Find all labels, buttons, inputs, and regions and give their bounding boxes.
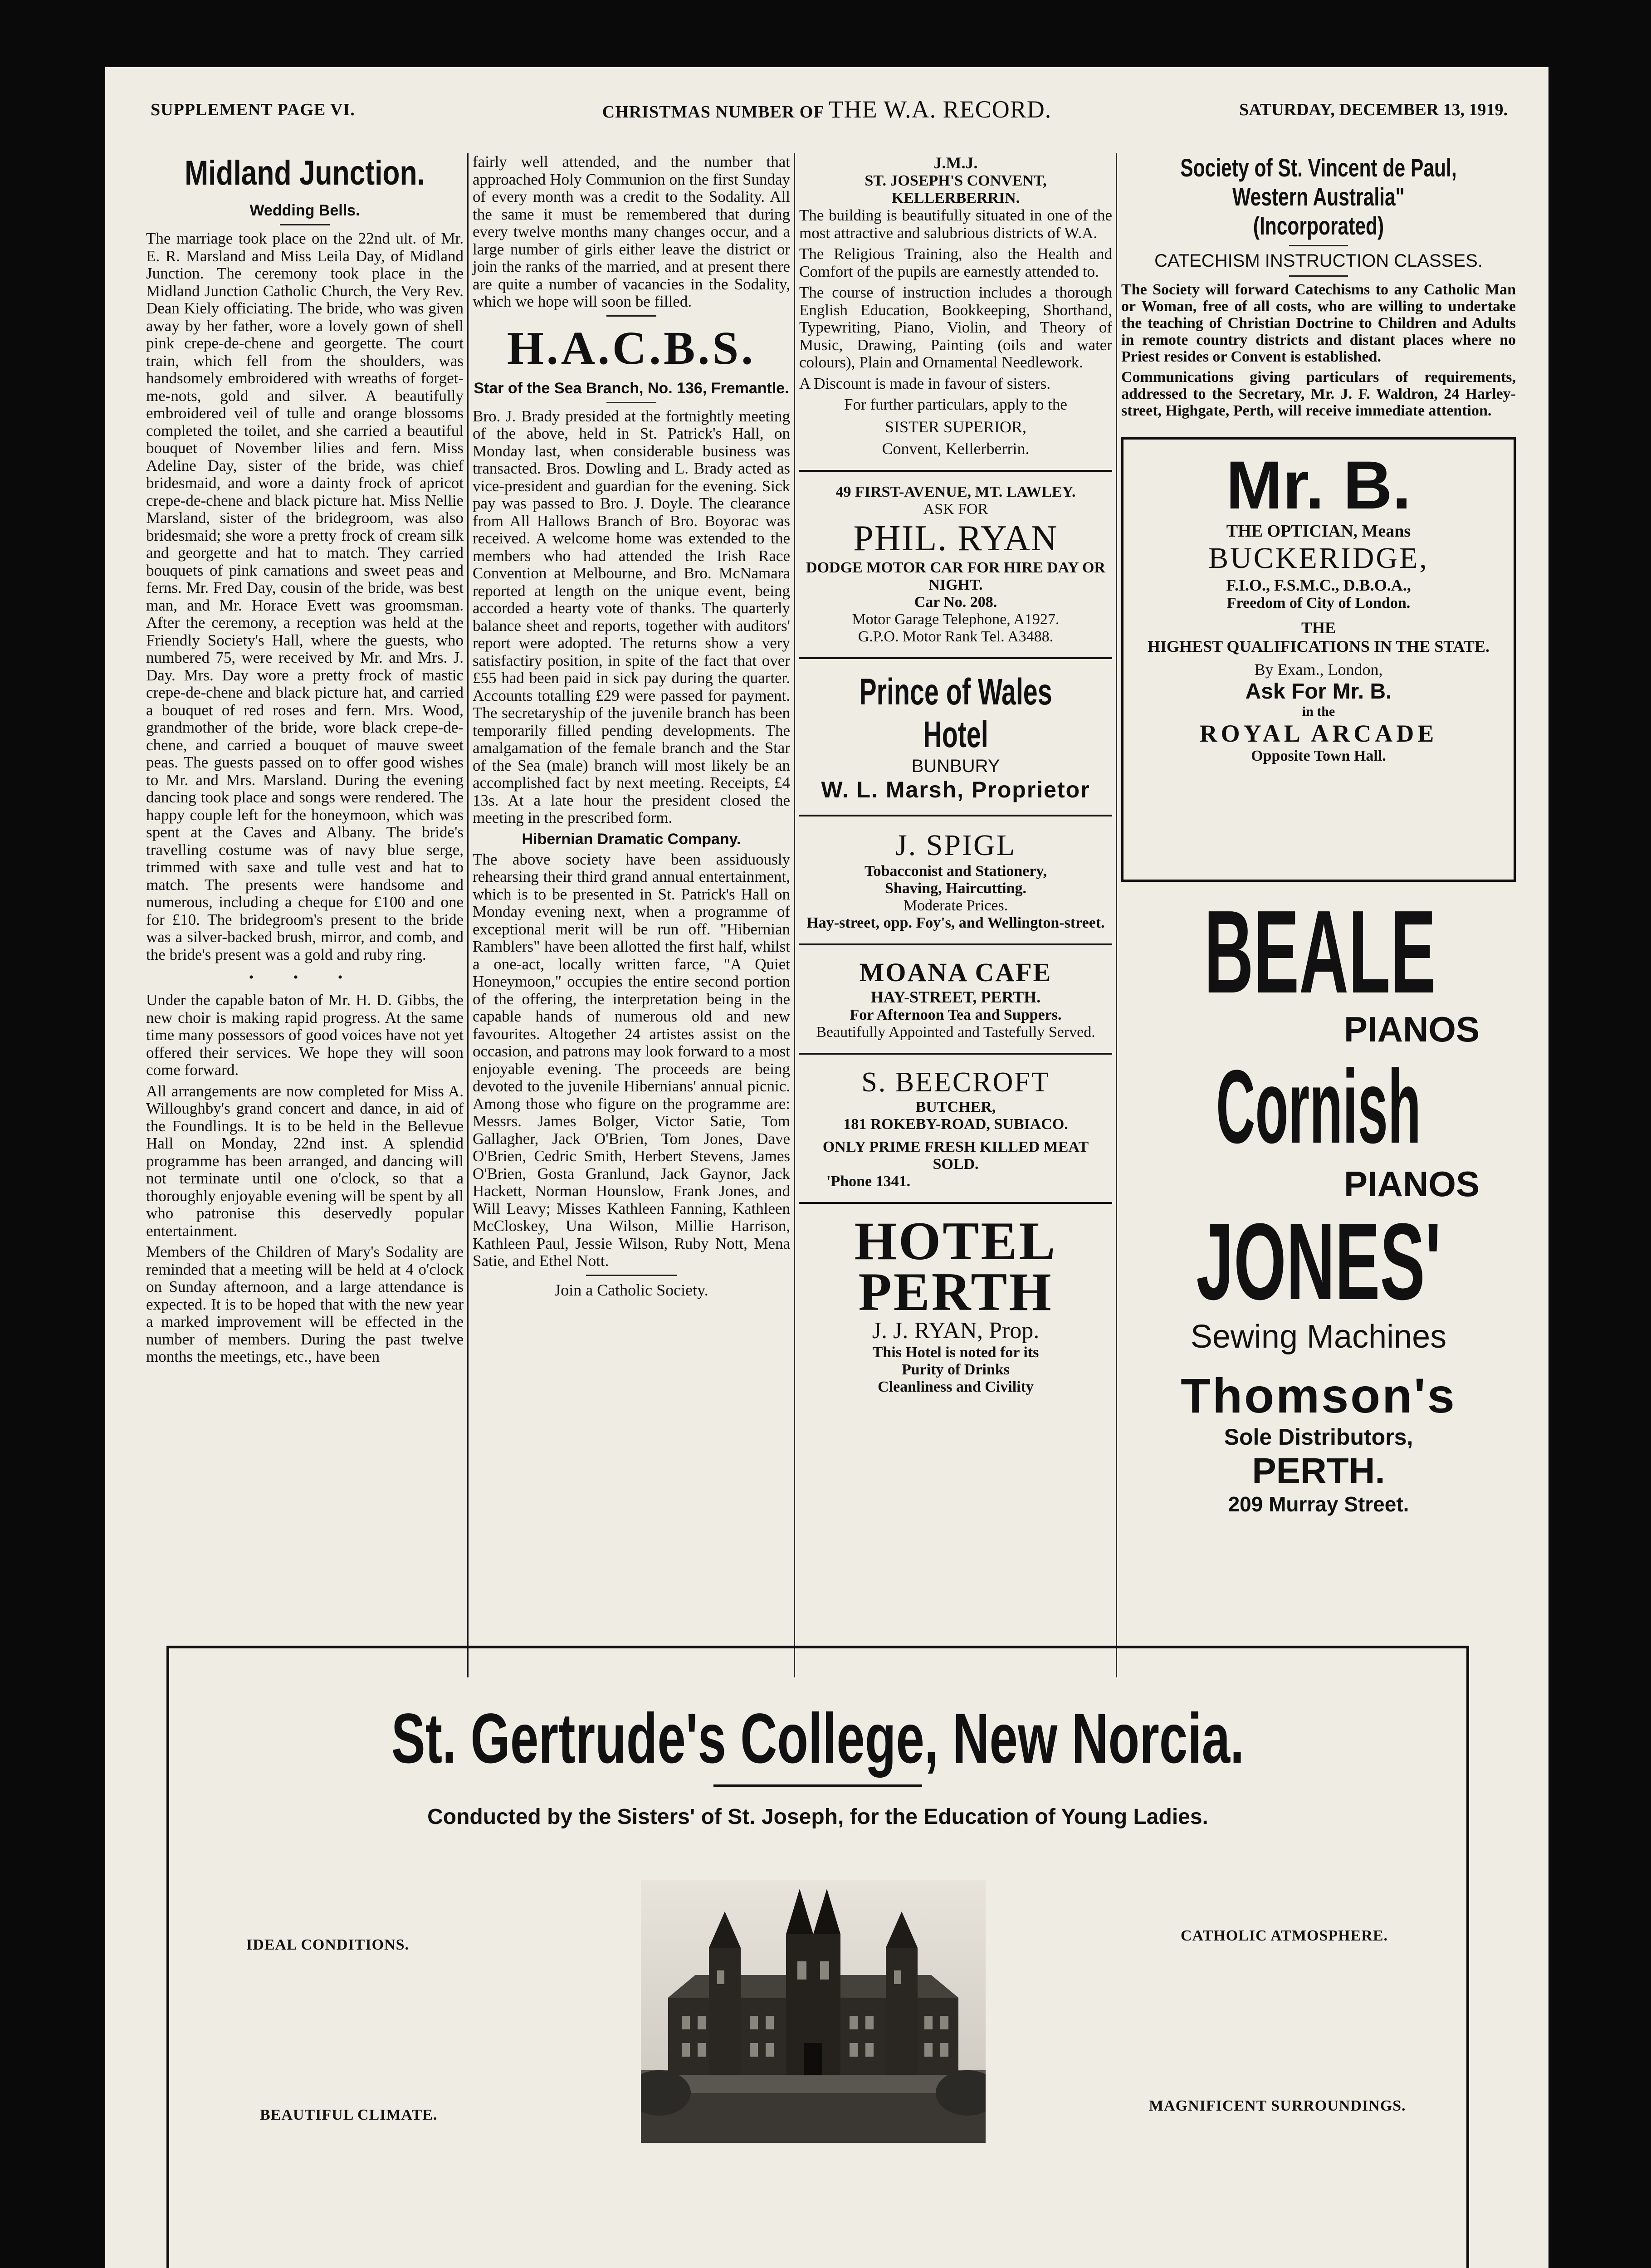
moana-line: Beautifully Appointed and Tastefully Served.: [816, 1023, 1095, 1041]
jmj-heading: J.M.J.: [933, 154, 978, 172]
mrb-line: THE OPTICIAN, Means: [1226, 522, 1411, 541]
section-ornament: • • •: [249, 970, 361, 985]
spigl-line: Shaving, Haircutting.: [884, 880, 1027, 897]
ad-separator: [799, 1202, 1112, 1204]
short-rule: [1289, 275, 1348, 277]
tag-catholic-atmosphere: CATHOLIC ATMOSPHERE.: [1181, 1927, 1388, 1944]
short-rule: [606, 315, 656, 317]
beecroft-line: ONLY PRIME FRESH KILLED MEAT SOLD.: [822, 1138, 1089, 1173]
thomsons-name: Thomson's: [1181, 1368, 1456, 1423]
ad-separator: [799, 815, 1112, 816]
hotel-perth-name: HOTEL: [854, 1210, 1057, 1271]
hotel-perth-line: This Hotel is noted for its: [872, 1344, 1039, 1361]
moana-address: HAY-STREET, PERTH.: [870, 987, 1041, 1006]
sole-distributors: Sole Distributors,: [1224, 1424, 1413, 1450]
newspaper-page: [105, 67, 1548, 2268]
mrb-line: By Exam., London,: [1254, 660, 1383, 679]
article-paragraph: Under the capable baton of Mr. H. D. Gibbs, the new choir is making rapid progress. At the same time many possessors of good voices have not yet offered their services. We hope they will soon come forward.: [146, 991, 464, 1079]
ad-separator: [799, 1053, 1112, 1055]
article-paragraph: The above society have been assiduously rehearsing their third grand annual entertainment, which is to be presented in St. Patrick's Hall on Monday evening next, when a programme of exceptional merit will be run off. "Hibernian Ramblers" have been allotted the first half, whilst a one-act, locally written farce, "A Quiet Honeymoon," occupies the entire second portion of the offering, the interpretation being in the capable hands of numerous old and new favourites. Altogether 24 artistes assist on the occasion, and patrons may look forward to a most enjoyable evening. The proceeds are being devoted to the juvenile Hibernians' annual picnic. Among those who figure on the programme are: Messrs. James Bolger, Victor Satie, Tom Gallagher, Jack O'Brien, Tom Jones, Dave O'Brien, Cedric Smith, Herbert Stevens, James O'Brien, Gosta Granlund, Jack Gaynor, Jack Hackett, Norman Hounslow, Frank Jones, and Will Leavy; Misses Kathleen Fanning, Kathleen McCloskey, Una Wilson, Millie Harrison, Kathleen Paul, Jessie Wilson, Ruby Nott, Mena Satie, and Ethel Nott.: [473, 850, 790, 1270]
short-rule: [280, 224, 330, 225]
mrb-name: Mr. B.: [1226, 447, 1412, 523]
short-rule: [606, 402, 656, 403]
moana-line: For Afternoon Tea and Suppers.: [850, 1006, 1062, 1023]
hotel-perth-name: PERTH: [858, 1261, 1053, 1322]
convent-location: Convent, Kellerberrin.: [882, 439, 1030, 458]
ryan-address: 49 FIRST-AVENUE, MT. LAWLEY.: [835, 483, 1076, 500]
mrb-buckeridge: BUCKERIDGE,: [1208, 542, 1429, 575]
svdp-title: Society of St. Vincent de Paul, Western Australia" (Incorporated): [1180, 153, 1457, 240]
issue-date: SATURDAY, DECEMBER 13, 1919.: [1239, 100, 1508, 119]
title-rule: [713, 1784, 922, 1787]
page-header: [105, 95, 1548, 132]
mrb-line: THE: [1301, 619, 1336, 637]
pianos-label: PIANOS: [1343, 1009, 1480, 1049]
sewing-machines: Sewing Machines: [1190, 1319, 1447, 1355]
mrb-line: HIGHEST QUALIFICATIONS IN THE STATE.: [1148, 637, 1490, 655]
mrb-line: F.I.O., F.S.M.C., D.B.O.A.,: [1226, 576, 1411, 594]
mrb-line: Ask For Mr. B.: [1245, 679, 1392, 704]
hibernian-subhead: Hibernian Dramatic Company.: [522, 830, 741, 848]
cornish-brand: Cornish: [1216, 1048, 1421, 1165]
tag-magnificent-surroundings: MAGNIFICENT SURROUNDINGS.: [1149, 2097, 1406, 2114]
pow-hotel-name: Prince of Wales Hotel: [859, 671, 1052, 755]
college-building-photo: [641, 1880, 986, 2143]
column-divider: [794, 153, 795, 1677]
hotel-perth-prop: J. J. RYAN, Prop.: [872, 1317, 1040, 1344]
article-paragraph: fairly well attended, and the number that approached Holy Communion on the first Sunday of every month was a credit to the Sodality. All the same it must be remembered that during every twelve months many changes occur, and a large number of girls either leave the district or join the ranks of the married, and at present there are quite a number of vacancies in the Sodality, which we hope will soon be filled.: [473, 153, 790, 310]
convent-name: ST. JOSEPH'S CONVENT, KELLERBERRIN.: [865, 172, 1047, 206]
beecroft-name: S. BEECROFT: [861, 1066, 1050, 1098]
column-divider: [467, 153, 469, 1677]
short-rule: [1289, 245, 1348, 246]
ryan-name: PHIL. RYAN: [853, 518, 1058, 558]
ad-separator: [799, 657, 1112, 659]
hotel-perth-line: Purity of Drinks: [902, 1361, 1010, 1378]
mrb-line: Freedom of City of London.: [1226, 595, 1411, 611]
convent-text: For further particulars, apply to the: [844, 396, 1067, 413]
masthead-title: THE W.A. RECORD.: [828, 96, 1052, 123]
spigl-line: Tobacconist and Stationery,: [864, 862, 1047, 880]
masthead-prefix: CHRISTMAS NUMBER OF: [602, 103, 824, 122]
college-title: St. Gertrude's College, New Norcia.: [391, 1699, 1245, 1778]
column-ads-middle: [799, 153, 1112, 1396]
page-number: SUPPLEMENT PAGE VI.: [151, 100, 355, 119]
college-ad: [166, 1646, 1469, 2268]
column-societies: [473, 153, 790, 1300]
pianos-ad: [1121, 886, 1516, 1516]
hacbs-subhead: Star of the Sea Branch, No. 136, Fremantle.: [474, 379, 789, 397]
column-ads-right: [1121, 153, 1516, 1516]
mrb-line: Opposite Town Hall.: [1251, 748, 1386, 764]
hacbs-headline: H.A.C.B.S.: [507, 322, 756, 374]
tag-ideal-conditions: IDEAL CONDITIONS.: [246, 1936, 409, 1953]
optician-ad: [1121, 437, 1516, 882]
ryan-tel: Motor Garage Telephone, A1927.: [852, 611, 1060, 628]
tag-beautiful-climate: BEAUTIFUL CLIMATE.: [260, 2107, 438, 2123]
join-society-line: Join a Catholic Society.: [554, 1281, 708, 1299]
svdp-subtitle: CATECHISM INSTRUCTION CLASSES.: [1154, 251, 1483, 271]
convent-text: The building is beautifully situated in one of the most attractive and salubrious districts of W.A.: [799, 206, 1112, 242]
mrb-line: in the: [1302, 704, 1335, 719]
svdp-text: Communications giving particulars of requirements, addressed to the Secretary, Mr. J. F. Waldron, 24 Harley-street, Highgate, Perth, will receive immediate attention.: [1121, 369, 1516, 419]
murray-street: 209 Murray Street.: [1228, 1492, 1409, 1516]
spigl-line: Moderate Prices.: [903, 897, 1008, 914]
college-building-illustration: [641, 1880, 986, 2143]
perth-label: PERTH.: [1252, 1451, 1385, 1491]
pow-town: BUNBURY: [911, 756, 1000, 776]
convent-text: A Discount is made in favour of sisters.: [799, 374, 1051, 392]
jones-brand: JONES': [1196, 1201, 1441, 1322]
convent-superior: SISTER SUPERIOR,: [884, 417, 1027, 436]
beecroft-line: 181 ROKEBY-ROAD, SUBIACO.: [843, 1115, 1068, 1133]
beecroft-line: BUTCHER,: [915, 1098, 996, 1115]
beecroft-phone: 'Phone 1341.: [826, 1173, 911, 1190]
article-headline: Midland Junction.: [185, 154, 425, 192]
ryan-ask: ASK FOR: [923, 500, 988, 518]
article-paragraph: The marriage took place on the 22nd ult. of Mr. E. R. Marsland and Miss Leila Day, of Midland Junction. The ceremony took place in the Midland Junction Catholic Church, the Very Rev. Dean Kiely officiating. The bride, who was given away by her father, wore a lovely gown of shell pink crepe-de-chene and georgette. The court train, which fell from the shoulders, was handsomely embroidered with wreaths of forget-me-nots, gold and silver. A beautifully embroidered veil of tulle and orange blossoms completed the toilet, and she carried a beautiful bouquet of November lilies and fern. Miss Adeline Day, sister of the bride, was chief bridesmaid, and wore a dainty frock of apricot crepe-de-chene and black picture hat. Miss Nellie Marsland, sister of the bridegroom, was also bridesmaid; she wore a pretty frock of cream silk and georgette and hat to match. They carried bouquets of pink carnations and sweet peas and ferns. Mr. Fred Day, cousin of the bride, was best man, and Mr. Horace Evett was groomsman. After the ceremony, a reception was held at the Friendly Society's Hall, where the guests, who numbered 75, were received by Mr. and Mrs. J. Day. Mrs. Day wore a pretty frock of mastic crepe-de-chene and black picture hat, and carried a bouquet of red roses and fern. Mrs. Wood, grandmother of the bride, wore black crepe-de-chene, and carried a bouquet of mauve sweet peas. The guests passed on to offer good wishes to Mr. and Mrs. Marsland. During the evening dancing took place and songs were rendered. The happy couple left for the honeymoon, which was spent at the Caves and Albany. The bride's travelling costume was of navy blue serge, trimmed with saxe and tulle vest and hat to match. The presents were handsome and numerous, including a cheque for £100 and one for £10. The bridegroom's present to the bride was a silver-backed brush, mirror, and comb, and the bride's present was a gold and ruby ring.: [146, 230, 464, 963]
ad-separator: [799, 943, 1112, 945]
ryan-tel: G.P.O. Motor Rank Tel. A3488.: [858, 628, 1054, 645]
short-rule: [586, 1275, 677, 1276]
spigl-line: Hay-street, opp. Foy's, and Wellington-street.: [806, 914, 1105, 931]
article-paragraph: All arrangements are now completed for Miss A. Willoughby's grand concert and dance, in aid of the Foundlings. It is to be held in the Bellevue Hall on Monday, 22nd inst. A splendid programme has been arranged, and dancing will not terminate until one o'clock, so that a thoroughly enjoyable evening will be spent by all who patronise this deservedly popular entertainment.: [146, 1082, 464, 1240]
pow-proprietor: W. L. Marsh, Proprietor: [821, 777, 1090, 802]
article-paragraph: Members of the Children of Mary's Sodality are reminded that a meeting will be held at 4 o'clock on Sunday afternoon, and a large attendance is expected. It is to be hoped that with the new year a marked improvement will be effected in the number of members. During the past twelve months the meetings, etc., have been: [146, 1243, 464, 1365]
column-divider: [1116, 153, 1117, 1677]
hotel-perth-line: Cleanliness and Civility: [878, 1378, 1034, 1395]
pianos-label: PIANOS: [1343, 1164, 1480, 1204]
ryan-car: DODGE MOTOR CAR FOR HIRE DAY OR NIGHT.: [806, 559, 1105, 593]
moana-name: MOANA CAFE: [859, 957, 1052, 987]
convent-text: The Religious Training, also the Health and Comfort of the pupils are earnestly attended to.: [799, 245, 1112, 280]
svdp-text: The Society will forward Catechisms to any Catholic Man or Woman, free of all costs, who are willing to undertake the teaching of Christian Doctrine to Children and Adults in remote country districts and distant places where no Priest resides or Convent is established.: [1121, 281, 1516, 365]
ad-separator: [799, 470, 1112, 472]
mrb-arcade: ROYAL ARCADE: [1199, 720, 1438, 747]
article-subhead: Wedding Bells.: [249, 202, 360, 219]
beale-brand: BEALE: [1204, 886, 1436, 1018]
ryan-carno: Car No. 208.: [914, 593, 997, 611]
college-subtitle: Conducted by the Sisters' of St. Joseph, for the Education of Young Ladies.: [427, 1805, 1208, 1829]
convent-text: The course of instruction includes a thorough English Education, Bookkeeping, Shorthand, Typewriting, Piano, Violin, and Theory of Music, Drawing, Painting (oils and water colours), Plain and Ornamental Needlework.: [799, 284, 1112, 371]
article-paragraph: Bro. J. Brady presided at the fortnightly meeting of the above, held in St. Patrick's Hall, on Monday last, when considerable business was transacted. Bros. Dowling and L. Brady acted as vice-president and guardian for the evening. Sick pay was passed to Bro. J. Doyle. The clearance from All Hallows Branch of Bro. Boyorac was received. A welcome home was extended to the members who had attended the Irish Race Convention at Melbourne, and Bro. McNamara reported at length on the unique event, being accorded a hearty vote of thanks. The quarterly balance sheet and reports, together with auditors' report were adopted. The returns show a very satisfactiry position, in spite of the fact that over £55 had been paid in sick pay during the quarter. Accounts totalling £29 were passed for payment. The secretaryship of the juvenile branch has been temporarily filled pending developments. The amalgamation of the female branch and the Star of the Sea (male) branch will most likely be an accomplished fact by next meeting. Receipts, £4 13s. At a late hour the president closed the meeting in the prescribed form.: [473, 407, 790, 826]
spigl-name: J. SPIGL: [895, 828, 1016, 862]
column-midland: [146, 153, 464, 1369]
